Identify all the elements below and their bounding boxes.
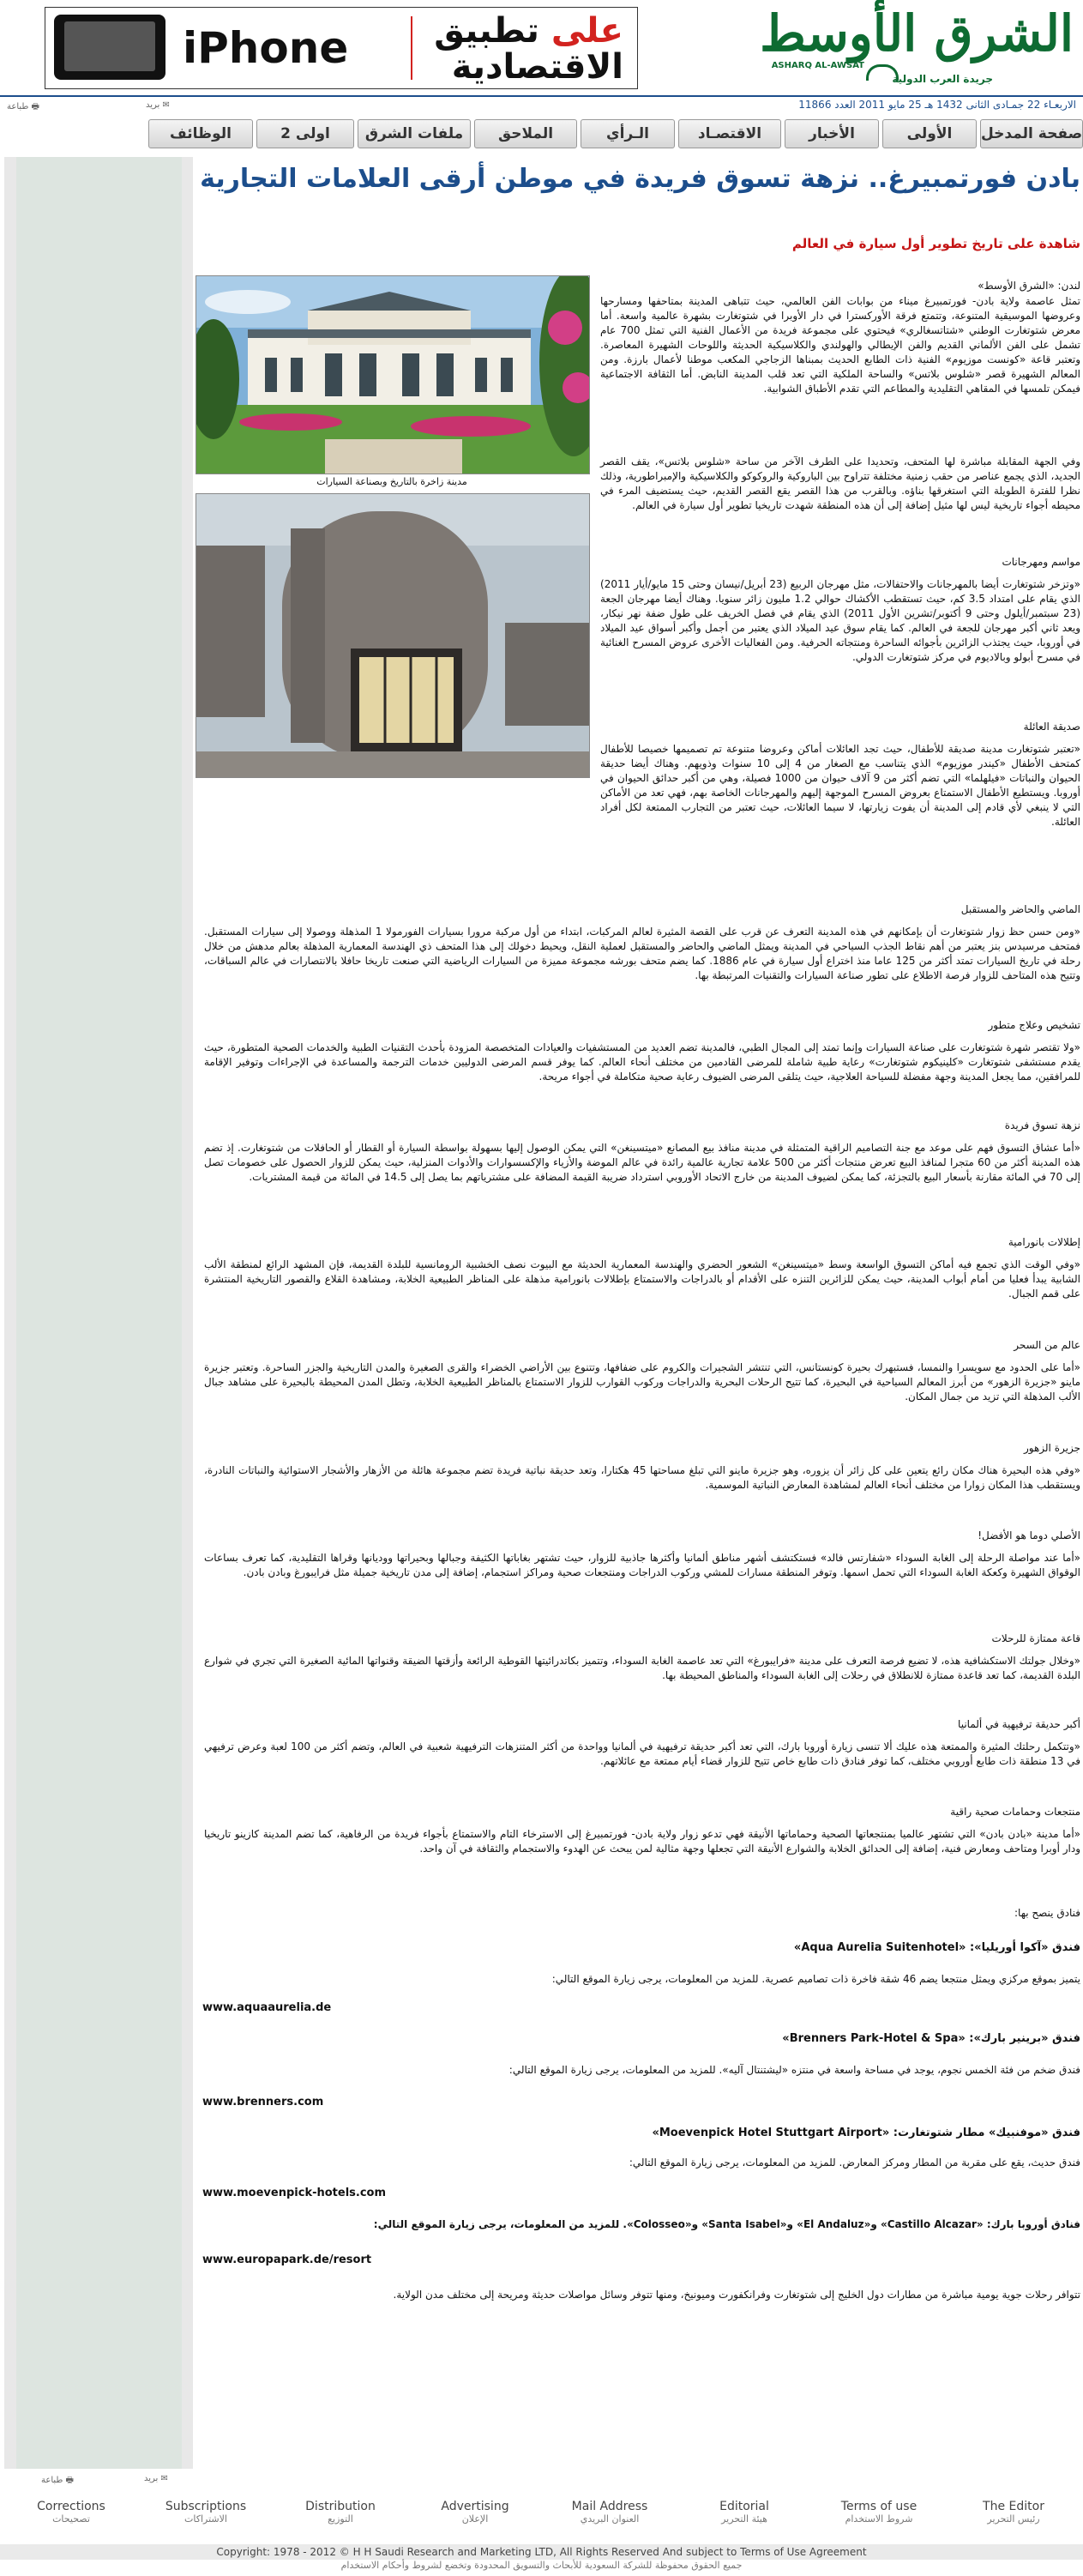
article-subhead: شاهدة على تاريخ تطوير أول سيارة في العالم [791, 236, 1080, 251]
article-closing: تتوافر رحلات جوية يومية مباشرة من مطارات دول الخليج إلى شتوتغارت وفرانكفورت وميونيخ، ومنها تتوفر وسائل مواصلات حديثة ومريحة إلى مختلف مدن الولاية. [393, 2289, 1080, 2301]
phone-icon [54, 15, 165, 80]
print-link[interactable] [7, 100, 39, 115]
article-paragraph-12: «وخلال جولتك الاستكشافية هذه، لا تضيع فرصة التعرف على مدينة «فرايبورغ» التي تعد عاصمة الغابة السوداء، وتتميز بكاتدرائيتها القوطية الرائعة وأزقتها الضيقة وقنواتها المائية الصغيرة التي تجري في شوارع البلدة القديمة، كما تعد قاعدة ممتازة للانطلاق في رحلات إلى الغابة السوداء والمناطق المحيطة بها. [204, 1655, 1080, 1681]
email-link[interactable] [146, 100, 170, 110]
footer-link-distribution[interactable] [285, 2500, 396, 2525]
dateline-bar [0, 95, 1083, 114]
footer-print-label: طباعة [41, 2476, 63, 2485]
footer-email-label: بريد [144, 2474, 159, 2483]
section-festivals: مواسم ومهرجانات [1002, 556, 1080, 568]
footer-link-en: Distribution [305, 2500, 376, 2513]
photo-caption: مدينة زاخرة بالتاريخ وبصناعة السيارات [316, 476, 467, 487]
hotel-3-url[interactable]: www.moevenpick-hotels.com [202, 2187, 387, 2199]
banner-line1 [434, 11, 623, 51]
footer-link-ar: الاشتراكات [184, 2513, 227, 2525]
footer-link-en: Subscriptions [165, 2500, 247, 2513]
footer-link-ar: الإعلان [461, 2513, 489, 2525]
article-paragraph-2: وفي الجهة المقابلة مباشرة لها المتحف، وتحديدا على الطرف الآخر من ساحة «شلوس بلاتس»، يقف القصر الجديد، الذي يجمع عناصر من حقب زمنية مختلفة تتراوح بين الباروكية والروكوكو والكلاسيكية والإمبراطورية، وذلك نظرا للفترة الطويلة التي استغرقها بناؤه. وبالقرب من هذا القصر يقع القصر القديم، حيث يستضيف المرء في محيطه أجواء تاريخية ليس لها مثيل إضافة إلى أن هذه المنطقة شهدت تاريخيا تطوير أول سيارة في العالم. [600, 455, 1080, 511]
footer-print-link[interactable] [41, 2474, 74, 2489]
footer-link-ar: التوزيع [328, 2513, 353, 2525]
article-paragraph-11: «أما عند مواصلة الرحلة إلى الغابة السوداء «شفارتس فالد» فستكتشف أشهر مناطق ألمانيا وأكثرها جاذبية للزوار، حيث تشتهر بغاباتها الكثيفة وجبالها وبحيراتها ووديانها وقراها التقليدية، كما تعرف بساعات الوقواق الشهيرة وكعكة الغابة السوداء التي تحمل اسمها. وتوفر المنطقة مسارات للمشي وركوب الدراجات ومنتجعات صحية ومراكز استجمام، إضافة إلى مدن تاريخية جميلة مثل فرايبورغ وبادن بادن. [204, 1552, 1080, 1578]
footer-link-subscriptions[interactable] [150, 2500, 262, 2525]
footer-link-en: The Editor [983, 2500, 1044, 2513]
ad-banner[interactable] [45, 7, 638, 89]
main-nav [129, 119, 1083, 148]
section-park: أكبر حديقة ترفيهية في ألمانيا [958, 1718, 1080, 1730]
issue-date: الاربعـاء 22 جمـادى الثانى 1432 هـ 25 مايو 2011 العدد 11866 [798, 99, 1076, 111]
copyright: Copyright: 1978 - 2012 © H H Saudi Research and Marketing LTD, All Rights Reserved And subject to Terms of Use Agreement [0, 2544, 1083, 2560]
copyright-arabic: جميع الحقوق محفوظة للشركة السعودية للأبحاث والتسويق المحدودة وتخضع لشروط وأحكام الاستخدام [340, 2560, 743, 2571]
logo-arabic: الشرق الأوسط [760, 4, 1074, 63]
banner-brand: iPhone [183, 23, 349, 73]
print-icon: 🖶 [31, 102, 39, 112]
site-logo[interactable] [650, 4, 1079, 90]
article-paragraph-4: «تعتبر شتوتغارت مدينة صديقة للأطفال، حيث تجد العائلات أماكن وعروضا متنوعة تم تصميمها خصيصا للأطفال كمتحف الأطفال «كيندر موزيوم» الذي يتناسب مع الصغار من 4 إلى 10 سنوات وذويهم. وهناك أيضا حديقة الحيوان والنباتات «فيلهلما» التي تضم أكثر من 9 آلاف حيوان من 1000 فصيلة، وهي من أكبر حدائق الحيوان في أوروبا. ويستطيع الأطفال الاستمتاع بعروض المسرح الموجهة إليهم والمهرجانات الخاصة بهم، فهي تعد من الأماكن التي لا ينبغي لأي قادم إلى المدينة أن يفوت زيارتها، لا سيما العائلات، حيث تعتبر من التجارب الممتعة لكل أفراد العائلة. [600, 743, 1080, 828]
hotel-1-url[interactable]: www.aquaaurelia.de [202, 2001, 332, 2014]
section-views: إطلالات بانورامية [1008, 1236, 1080, 1248]
footer-link-ar: رئيس التحرير [987, 2513, 1040, 2525]
footer-email-icon: ✉ [160, 2474, 168, 2483]
footer-link-en: Advertising [441, 2500, 509, 2513]
article-paragraph-10: «وفي هذه البحيرة هناك مكان رائع يتعين على كل زائر أن يزوره، وهو جزيرة ماينو التي تبلغ مساحتها 45 هكتارا، وتعد حديقة نباتية فريدة تضم مجموعة هائلة من الأزهار والأشجار الاستوائية والنباتات النادرة، ويستقطب هذا المكان زوارا من مختلف أنحاء العالم لمشاهدة المعارض النباتية الموسمية. [204, 1464, 1080, 1491]
section-island: جزيرة الزهور [1023, 1442, 1080, 1454]
article-paragraph-6: «ولا تقتصر شهرة شتوتغارت على صناعة السيارات وإنما تمتد إلى المجال الطبي، فالمدينة تضم العديد من المستشفيات والعيادات المتخصصة المزودة بأحدث التقنيات الطبية والخدمات الصحية المتطورة، حيث يقدم مستشفى شتوتغارت «كلينيكوم شتوتغارت» رعاية طبية شاملة للمرضى القادمين من مختلف أنحاء العالم. كما يوفر قسم المرضى الدوليين خدمات الترجمة والمساعدة في الإجراءات وتوفير الإقامة للمرافقين، مما يجعل المدينة وجهة مفضلة للسياحة العلاجية، حيث يتلقى المرضى الضيوف رعاية صحية متكاملة في أجواء مريحة. [204, 1041, 1080, 1083]
section-history: الماضي والحاضر والمستقبل [960, 903, 1080, 915]
hotel-2-url[interactable]: www.brenners.com [202, 2096, 324, 2108]
footer-link-corrections[interactable] [15, 2500, 127, 2525]
section-forest: الأصلي دوما هو الأفضل! [978, 1529, 1080, 1541]
section-lake: عالم من السحر [1014, 1339, 1080, 1351]
article-dateline: لندن: «الشرق الأوسط» [978, 280, 1080, 292]
hotel-3-desc: فندق حديث، يقع على مقربة من المطار ومركز المعارض. للمزيد من المعلومات، يرجى زيارة الموقع التالي: [629, 2157, 1080, 2169]
museum-photo [196, 493, 590, 778]
footer-link-en: Terms of use [840, 2500, 918, 2513]
footer-link-en: Mail Address [571, 2500, 648, 2513]
section-shopping: نزهة تسوق فريدة [1004, 1119, 1080, 1131]
footer-link-editorial[interactable] [689, 2500, 800, 2525]
palace-photo [196, 275, 590, 474]
footer-link-ar: العنوان البريدي [580, 2513, 640, 2525]
nav-news[interactable]: الأخبار [785, 119, 879, 148]
hotel-1-desc: يتميز بموقع مركزي ويمثل منتجعا يضم 46 شقة فاخرة ذات تصاميم عصرية. للمزيد من المعلومات، يرجى زيارة الموقع التالي: [551, 1973, 1080, 1985]
article-paragraph-8: «وفي الوقت الذي تجمع فيه أماكن التسوق الواسعة وسط «ميتسينغن» الشعور الحضري والهندسة المعمارية الحديثة مع البيوت نصف الخشبية الرومانسية للبلدة القديمة، فإن المشهد الرائع لمنطقة الألب الشابية يبدأ فعليا من أمام أبواب المدينة، حيث يمكن للزائرين التنزه على الأقدام أو بالدراجات والاستمتاع بإطلالات بانورامية مذهلة على المناظر الطبيعية الخلابة، ومشاهدة القلاع والقصور التاريخية المنتشرة على قمم الجبال. [204, 1258, 1080, 1300]
footer-link-mail-address[interactable] [554, 2500, 665, 2525]
nav-supplements[interactable]: الملاحق [474, 119, 577, 148]
banner-line2: الاقتصادية [451, 47, 623, 87]
footer-link-editor[interactable] [958, 2500, 1069, 2525]
footer-links [0, 2500, 1083, 2541]
article-paragraph-5: «ومن حسن حظ زوار شتوتغارت أن بإمكانهم في هذه المدينة التعرف عن قرب على القصة المثيرة لعالم المركبات، ابتداء من أول مركبة مرورا بسيارات الفورمولا 1 المذهلة ووصولا إلى سيارات المستقبل. فمتحف مرسيدس بنز يعتبر من أهم نقاط الجذب السياحي في المدينة ويمثل الماضي والحاضر والمستقبل لعملية النقل، ويحيط دخولك إلى هذا المتحف ذي الهندسة المعمارية المذهلة بعالم مدهش من خلال رحلة في تاريخ السيارات تمتد أكثر من 125 عاما منذ اختراع أول سيارة في عام 1886. كما يضم متحف بورشه مجموعة مميزة من السيارات الرياضية التي صنعت تاريخا حافلا بالانتصارات في عالم السباقات، وتتيح هذه المتاحف للزوار فرصة الاطلاع على تطور صناعة السيارات والتقنيات المرتبطة بها. [204, 926, 1081, 981]
logo-tagline: جريدة العرب الدولية [892, 73, 993, 85]
nav-opinion[interactable]: الـرأي [581, 119, 675, 148]
section-spa: منتجعات وحمامات صحية راقية [950, 1806, 1080, 1818]
footer-email-link[interactable] [144, 2474, 168, 2483]
footer-link-terms[interactable] [823, 2500, 935, 2525]
footer-link-advertising[interactable] [419, 2500, 531, 2525]
section-outlets: قاعة ممتازة للرحلات [991, 1632, 1080, 1644]
banner-line1-b: على [551, 11, 623, 51]
footer-tools [41, 2474, 1079, 2491]
footer-link-ar: هيئة التحرير [721, 2513, 767, 2525]
article-headline: بادن فورتمبيرغ.. نزهة تسوق فريدة في موطن أرقى العلامات التجارية [200, 164, 1080, 194]
nav-jobs[interactable]: الوظائف [148, 119, 253, 148]
logo-english: ASHARQ AL-AWSAT [771, 61, 864, 70]
nav-files[interactable]: ملفات الشرق [358, 119, 471, 148]
article-paragraph-7: «أما عشاق التسوق فهم على موعد مع جنة التصاميم الراقية المتمثلة في مدينة منافذ بيع المصانع «ميتسينغن» التي يمكن الوصول إليها بسهولة بواسطة السيارة أو القطار أو الحافلات من شتوتغارت. إذ تضم هذه المدينة أكثر من 60 متجرا لمنافذ البيع تعرض منتجات أكثر من 500 علامة تجارية عالمية رائدة في عالم الموضة والأزياء والإكسسوارات والأدوات المنزلية، حيث يمكن للزوار الحصول على خصومات تصل إلى 70 في المائة مقارنة بأسعار البيع بالتجزئة، كما يمكن لضيوف المدينة من خارج الاتحاد الأوروبي استرداد ضريبة القيمة المضافة على مشترياتهم بما يصل إلى 14.5 في المائة من قيمة المشتريات. [204, 1142, 1080, 1183]
nav-economy[interactable]: الاقتصـاد [678, 119, 781, 148]
section-family: صديقة العائلة [1023, 721, 1080, 733]
hotel-2-name: فندق «برينير بارك»: «Brenners Park-Hotel & Spa» [782, 2032, 1080, 2045]
palace-image [196, 276, 589, 474]
sidebar-panel [16, 157, 182, 2469]
footer-link-en: Corrections [37, 2500, 105, 2513]
museum-image [196, 494, 589, 777]
footer-link-ar: شروط الاستخدام [845, 2513, 913, 2525]
hotel-2-desc: فندق ضخم من فئة الخمس نجوم، يوجد في مساحة واسعة في منتزه «ليشتنتال آليه». للمزيد من المعلومات، يرجى زيارة الموقع التالي: [508, 2064, 1080, 2076]
print-label: طباعة [7, 102, 29, 112]
nav-front2[interactable]: اولى 2 [256, 119, 354, 148]
site-footer [0, 2470, 1083, 2576]
article-paragraph-1: تمثل عاصمة ولاية بادن- فورتمبيرغ ميناء من بوابات الفن العالمي، حيث تتباهى المدينة بمتاحفها ومسارحها وعروضها الموسيقية المتنوعة، وتتمتع فرقة الأوركسترا في دار الأوبرا في شتوتغارت بشهرة عالمية واسعة. أما معرض شتوتغارت الوطني «شتاتسغالري» فيحتوي على مجموعة فريدة من الأعمال الفنية التي تمثل 700 عام تشمل على الفن الألماني القديم والفن الإيطالي والهولندي والكلاسيكية الحديثة واللوحات الشهيرة المعاصرة. وتعتبر قاعة «كونست موزيوم» الفنية ذات الطابع الحديث بمبناها الزجاجي المكعب موطنا لأعمال بارزة. ومن المعالم الشهيرة قصر «شلوس بلاتس» والساحة الملكية التي تعد قلب المدينة النابض. أما الثقافة الاجتماعية فيمكن تلمسها في المقاهي التقليدية والمطاعم التي تقدم الأطباق الشوابية. [600, 295, 1080, 395]
banner-divider [411, 16, 412, 80]
section-medical: تشخيص وعلاج متطور [988, 1019, 1080, 1031]
hotel-1-name: فندق «آكوا أوريليا»: «Aqua Aurelia Suitenhotel» [793, 1941, 1080, 1954]
footer-link-ar: تصحيحات [52, 2513, 90, 2525]
hotel-4-url[interactable]: www.europapark.de/resort [202, 2253, 372, 2266]
nav-home[interactable]: صفحة المدخل [980, 119, 1083, 148]
article [196, 157, 1083, 2456]
article-paragraph-3: «وتزخر شتوتغارت أيضا بالمهرجانات والاحتفالات، مثل مهرجان الربيع (23 أبريل/نيسان وحتى 15 مايو/أيار 2011) الذي يقام على امتداد 3.5 كم، حيث تستقطب الأكشاك حوالي 1.2 مليون زائر سنويا. وهناك أيضا مهرجان الجعة (23 سبتمبر/أيلول وحتى 9 أكتوبر/تشرين الأول 2011) الذي يقام في فصل الخريف على طول ضفة نهر نيكار، ويعد ثاني أكبر مهرجان للجعة في العالم. كما يقام سوق عيد الميلاد الذي يعتبر من أجمل وأكبر أسواق عيد الميلاد في أوروبا، حيث يجتذب الزائرين بأجوائه الساحرة ومنتجاته الحرفية. ومن الفعاليات الأخرى عروض المسرح الغنائية في مسرح أبولو وبالاديوم في مركز شتوتغارت الدولي. [600, 578, 1080, 663]
email-label: بريد [146, 100, 160, 110]
email-icon: ✉ [162, 100, 170, 110]
article-paragraph-14: «أما مدينة «بادن بادن» التي تشتهر عالميا بمنتجعاتها الصحية وحماماتها الأنيقة فهي تدعو زوار ولاية بادن- فورتمبيرغ إلى الاسترخاء التام والاستمتاع بأجواء فريدة من الرفاهية، كما تضم المدينة كازينو تاريخيا ودار أوبرا ومتاحف ومعارض فنية، إضافة إلى الحدائق الخلابة والشوارع الأنيقة التي تجعلها وجهة مثالية لمن يبحث عن الهدوء والاستجمام والثقافة في آن واحد. [204, 1828, 1080, 1855]
footer-print-icon: 🖶 [65, 2476, 74, 2485]
article-paragraph-13: «وتتكمل رحلتك المثيرة والممتعة هذه عليك ألا تنسى زيارة أوروبا بارك، التي تعد أكبر حديقة ترفيهية في ألمانيا وواحدة من أكثر المتنزهات الترفيهية شعبية في العالم، وتضم أكثر من 100 لعبة وعرض ترفيهي في 13 منطقة ذات طابع أوروبي مختلف، كما توفر فنادق ذات طابع خاص تتيح للزوار قضاء أيام ممتعة مع عائلاتهم. [204, 1740, 1080, 1767]
hotel-3-name: فندق «موفنبيك» مطار شتوتغارت: «Moevenpick Hotel Stuttgart Airport» [652, 2127, 1080, 2139]
footer-link-en: Editorial [719, 2500, 769, 2513]
banner-line1-a: تطبيق [434, 11, 539, 51]
nav-front[interactable]: الأولى [882, 119, 977, 148]
section-hotels: فنادق ينصح بها: [1014, 1907, 1080, 1919]
article-paragraph-9: «أما على الحدود مع سويسرا والنمسا، فستبهرك بحيرة كونستانس، التي تنتشر الشجيرات والكروم على ضفافها، وتتنوع بين الأراضي الخضراء والقرى الصغيرة والمدن التاريخية والجزر الساحرة. وتعتبر جزيرة ماينو «جزيرة الزهور» من أبرز المعالم السياحية في البحيرة، كما تتيح الرحلات البحرية والدراجات وركوب القوارب للزوار الاستمتاع بالمناظر الطبيعية الخلابة، وتطل المدن المحيطة بالبحيرة على مشاهد جبال الألب المذهلة التي تزيد من جمال المكان. [204, 1361, 1080, 1403]
site-header [0, 0, 1083, 94]
hotel-4-desc: فنادق أوروبا بارك: «Castillo Alcazar» و«El Andaluz» و«Santa Isabel» و«Colosseo». للمزيد من المعلومات، يرجى زيارة الموقع التالي: [373, 2218, 1080, 2230]
left-sidebar [4, 157, 193, 2469]
